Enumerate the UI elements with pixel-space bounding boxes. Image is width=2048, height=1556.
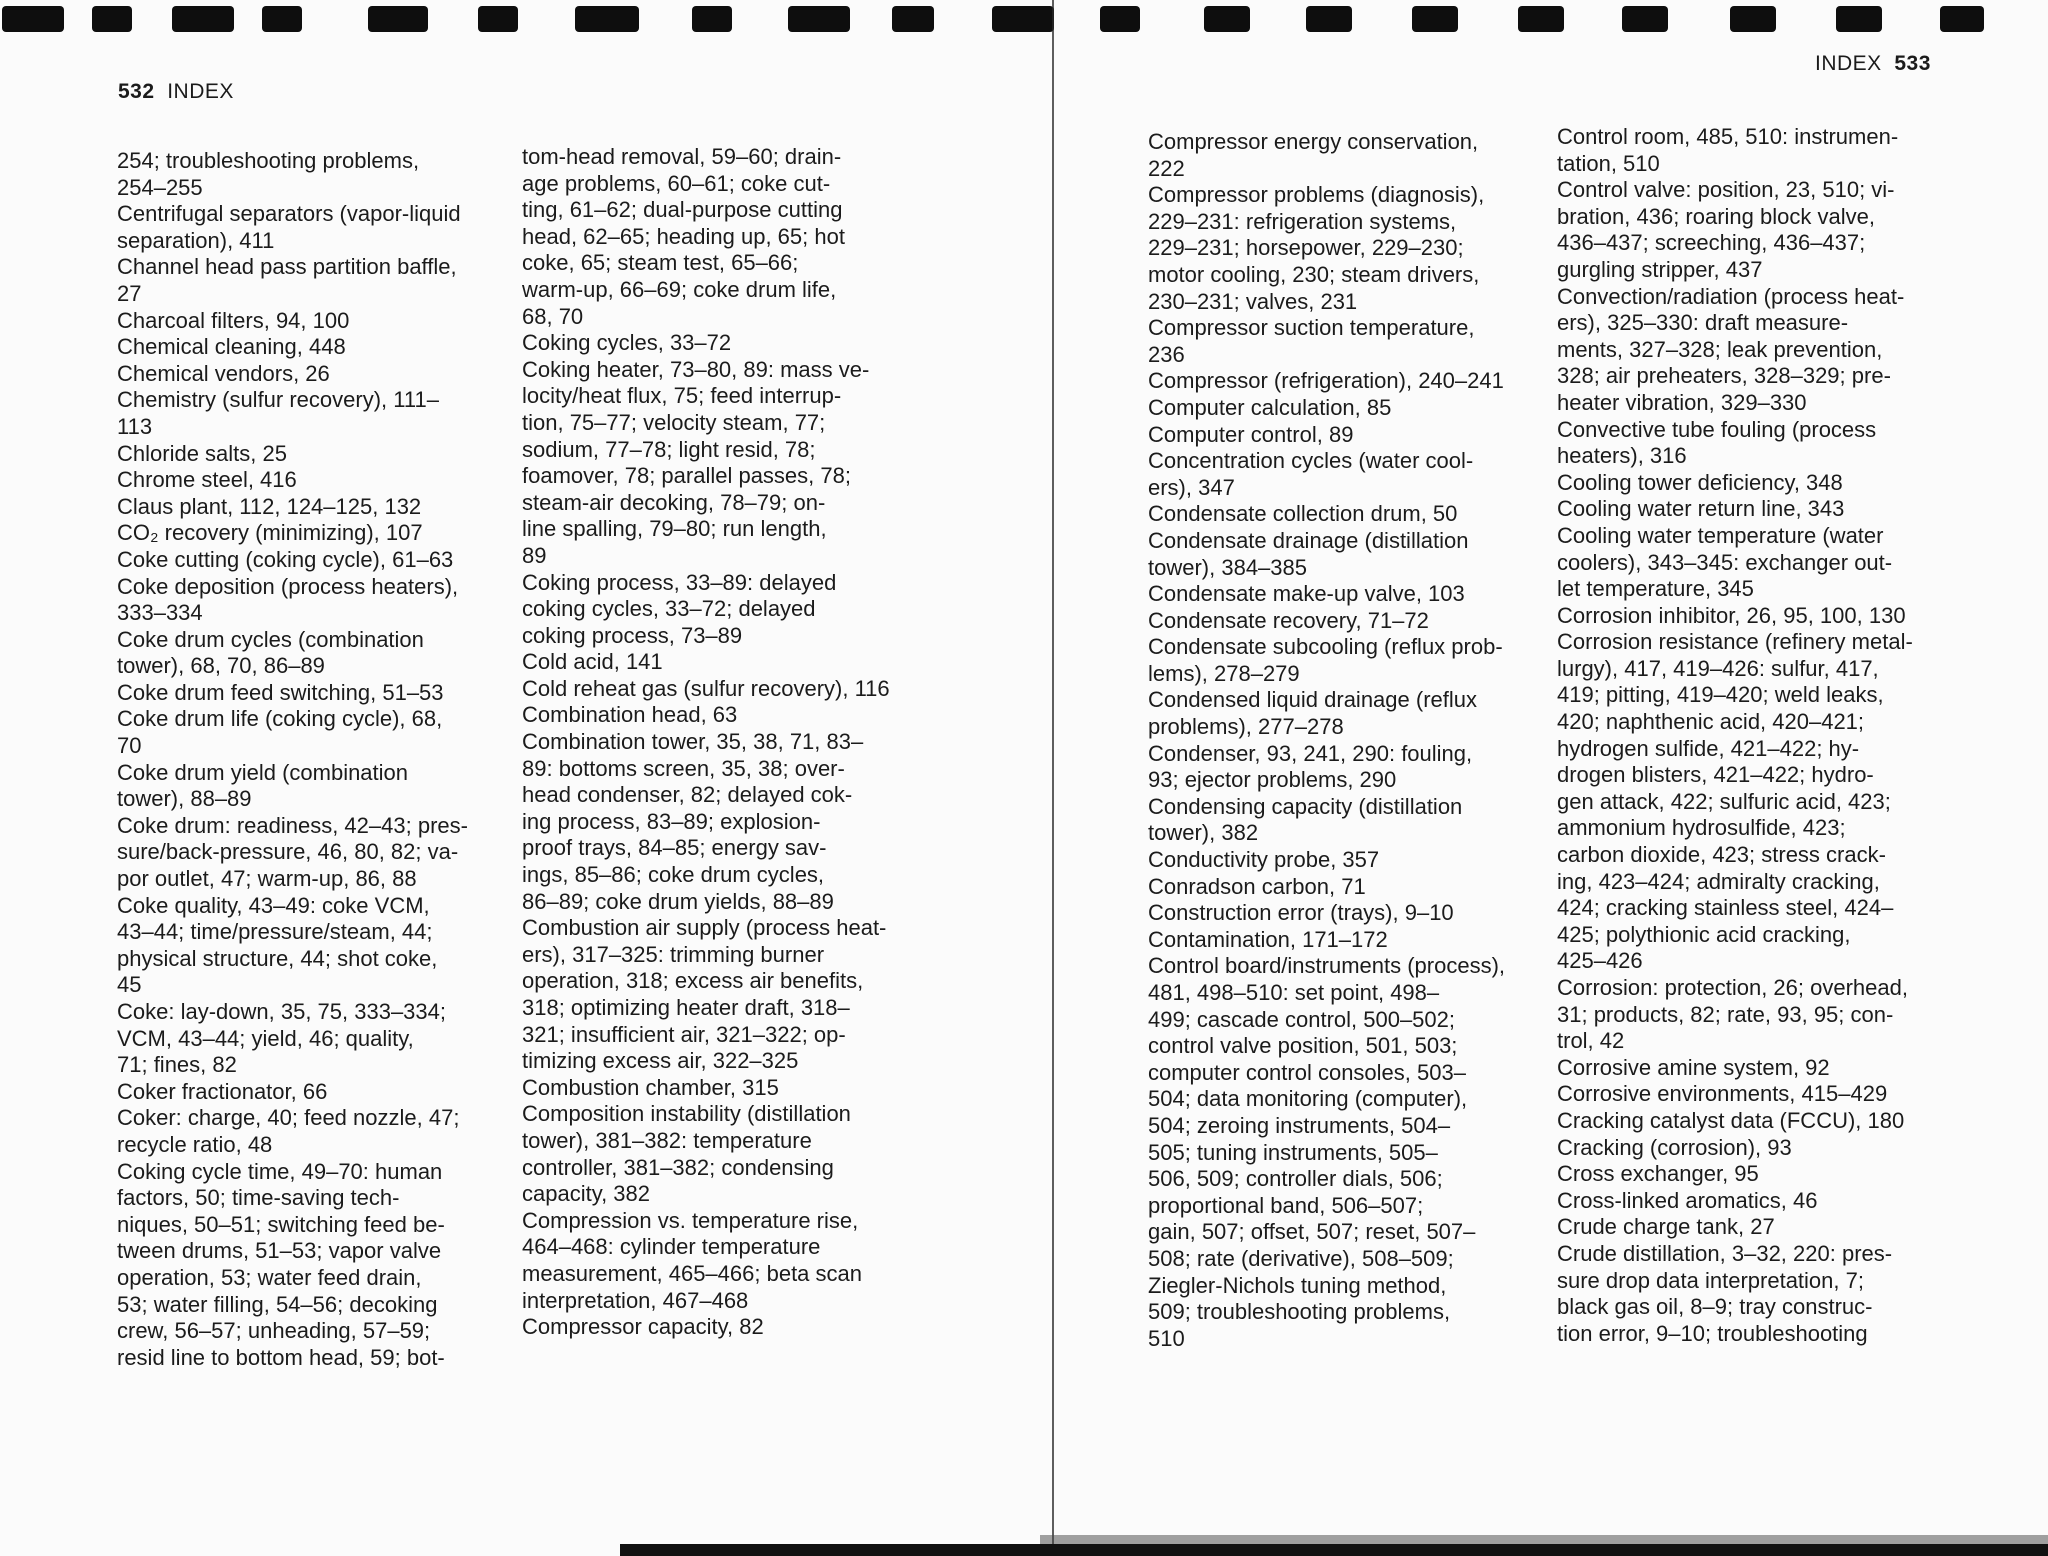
index-entry-line: Compressor capacity, 82 bbox=[522, 1314, 764, 1340]
index-entry bbox=[1148, 927, 1505, 954]
index-entry-line: 254–255 bbox=[117, 174, 203, 200]
left-page-header bbox=[118, 80, 234, 104]
index-entry-line: Chemical vendors, 26 bbox=[117, 360, 330, 386]
index-entry-line: Combustion chamber, 315 bbox=[522, 1074, 779, 1100]
index-entry-line: physical structure, 44; shot coke, bbox=[117, 945, 438, 971]
index-entry-line: 70 bbox=[117, 733, 142, 759]
index-entry bbox=[117, 467, 468, 494]
left-page-header-title: INDEX bbox=[167, 80, 234, 103]
index-entry-line: ammonium hydrosulfide, 423; bbox=[1557, 815, 1846, 841]
index-entry-line: Cross exchanger, 95 bbox=[1557, 1161, 1759, 1187]
index-entry-line: foamover, 78; parallel passes, 78; bbox=[522, 463, 851, 489]
index-entry bbox=[522, 1075, 890, 1102]
index-entry-line: Cooling water return line, 343 bbox=[1557, 496, 1845, 522]
index-entry-line: Compressor problems (diagnosis), bbox=[1148, 182, 1485, 208]
index-entry-line: motor cooling, 230; steam drivers, bbox=[1148, 261, 1480, 287]
index-entry bbox=[117, 148, 468, 201]
index-entry bbox=[1557, 1081, 1913, 1108]
index-entry-line: tom-head removal, 59–60; drain- bbox=[522, 144, 842, 169]
index-entry-line: Cracking (corrosion), 93 bbox=[1557, 1134, 1792, 1160]
index-entry-line: 424; cracking stainless steel, 424– bbox=[1557, 895, 1894, 921]
index-entry bbox=[522, 330, 890, 357]
index-entry bbox=[117, 520, 468, 547]
index-entry-line: 318; optimizing heater draft, 318– bbox=[522, 995, 850, 1020]
index-entry-line: Channel head pass partition baffle, bbox=[117, 254, 457, 280]
index-entry-line: 425; polythionic acid cracking, bbox=[1557, 921, 1851, 947]
index-entry-line: Compression vs. temperature rise, bbox=[522, 1207, 859, 1233]
right-page-number: 533 bbox=[1894, 52, 1931, 75]
index-entry-line: 333–334 bbox=[117, 600, 203, 626]
index-entry-line: proportional band, 506–507; bbox=[1148, 1192, 1424, 1218]
index-entry-line: 436–437; screeching, 436–437; bbox=[1557, 230, 1866, 256]
index-entry-line: 93; ejector problems, 290 bbox=[1148, 767, 1397, 793]
index-entry-line: Condensed liquid drainage (reflux bbox=[1148, 687, 1477, 713]
index-entry-line: 71; fines, 82 bbox=[117, 1052, 237, 1078]
index-entry bbox=[1148, 182, 1505, 315]
index-entry bbox=[1557, 1135, 1913, 1162]
index-entry-line: Conradson carbon, 71 bbox=[1148, 873, 1366, 899]
index-entry-line: sure/back-pressure, 46, 80, 82; va- bbox=[117, 839, 459, 865]
index-entry-line: Corrosive amine system, 92 bbox=[1557, 1054, 1830, 1080]
index-entry-line: Condenser, 93, 241, 290: fouling, bbox=[1148, 740, 1473, 766]
index-entry bbox=[1557, 1055, 1913, 1082]
index-entry-line: black gas oil, 8–9; tray construc- bbox=[1557, 1294, 1873, 1320]
index-entry-line: 420; naphthenic acid, 420–421; bbox=[1557, 709, 1865, 735]
index-entry bbox=[117, 201, 468, 254]
index-entry-line: Control board/instruments (process), bbox=[1148, 953, 1506, 979]
index-entry-line: hydrogen sulfide, 421–422; hy- bbox=[1557, 735, 1860, 761]
index-entry-line: operation, 318; excess air benefits, bbox=[522, 968, 864, 994]
index-entry bbox=[117, 680, 468, 707]
index-entry-line: Cooling tower deficiency, 348 bbox=[1557, 469, 1843, 495]
left-page-number: 532 bbox=[118, 80, 155, 103]
index-entry bbox=[117, 1105, 468, 1158]
index-entry-line: Chemical cleaning, 448 bbox=[117, 334, 346, 360]
index-entry bbox=[522, 1208, 890, 1314]
index-entry-line: Coking cycle time, 49–70: human bbox=[117, 1158, 443, 1184]
index-entry bbox=[1148, 501, 1505, 528]
index-entry-line: problems), 277–278 bbox=[1148, 714, 1344, 740]
index-entry-line: tween drums, 51–53; vapor valve bbox=[117, 1238, 442, 1264]
index-entry-line: interpretation, 467–468 bbox=[522, 1287, 749, 1313]
index-entry-line: crew, 56–57; unheading, 57–59; bbox=[117, 1318, 431, 1344]
index-entry-line: 236 bbox=[1148, 341, 1185, 367]
index-entry-line: Coker fractionator, 66 bbox=[117, 1078, 328, 1104]
index-entry-line: Convective tube fouling (process bbox=[1557, 416, 1877, 442]
index-entry bbox=[1148, 368, 1505, 395]
index-entry-line: Condensate drainage (distillation bbox=[1148, 527, 1469, 553]
index-entry-line: Chemistry (sulfur recovery), 111– bbox=[117, 387, 439, 413]
index-entry bbox=[117, 813, 468, 893]
index-entry bbox=[522, 1314, 890, 1341]
index-entry bbox=[1557, 975, 1913, 1055]
index-entry-line: sure drop data interpretation, 7; bbox=[1557, 1267, 1864, 1293]
index-entry bbox=[117, 387, 468, 440]
index-entry bbox=[1148, 581, 1505, 608]
index-entry bbox=[117, 1079, 468, 1106]
index-entry-line: Coke drum life (coking cycle), 68, bbox=[117, 706, 443, 732]
index-entry-line: Corrosion inhibitor, 26, 95, 100, 130 bbox=[1557, 602, 1906, 628]
index-entry bbox=[522, 357, 890, 570]
index-entry-line: 321; insufficient air, 321–322; op- bbox=[522, 1021, 846, 1047]
index-entry bbox=[117, 893, 468, 999]
index-entry-line: 89: bottoms screen, 35, 38; over- bbox=[522, 755, 845, 781]
index-entry-line: timizing excess air, 322–325 bbox=[522, 1048, 799, 1074]
index-entry bbox=[522, 144, 890, 330]
index-entry-line: Condensate recovery, 71–72 bbox=[1148, 607, 1429, 633]
index-entry bbox=[117, 308, 468, 335]
index-entry-line: Compressor suction temperature, bbox=[1148, 315, 1475, 341]
index-entry bbox=[1557, 417, 1913, 470]
index-entry-line: ing process, 83–89; explosion- bbox=[522, 808, 821, 834]
index-entry bbox=[1557, 177, 1913, 283]
page-gutter bbox=[1052, 0, 1054, 1556]
index-entry-line: Chloride salts, 25 bbox=[117, 440, 287, 466]
index-entry-line: steam-air decoking, 78–79; on- bbox=[522, 489, 826, 515]
index-entry-line: 222 bbox=[1148, 155, 1185, 181]
index-entry bbox=[117, 334, 468, 361]
index-entry bbox=[1557, 629, 1913, 975]
index-entry bbox=[1148, 448, 1505, 501]
index-entry-line: Combustion air supply (process heat- bbox=[522, 915, 887, 941]
index-entry-line: Coke cutting (coking cycle), 61–63 bbox=[117, 546, 454, 572]
index-entry-line: 89 bbox=[522, 542, 547, 568]
index-entry-line: Charcoal filters, 94, 100 bbox=[117, 307, 350, 333]
index-entry-line: 328; air preheaters, 328–329; pre- bbox=[1557, 363, 1891, 389]
index-entry-line: heater vibration, 329–330 bbox=[1557, 389, 1807, 415]
index-entry-line: ers), 317–325: trimming burner bbox=[522, 941, 825, 967]
index-entry-line: 229–231: refrigeration systems, bbox=[1148, 208, 1457, 234]
index-entry-line: let temperature, 345 bbox=[1557, 576, 1754, 602]
index-entry-line: Corrosive environments, 415–429 bbox=[1557, 1081, 1888, 1107]
index-entry-line: coking process, 73–89 bbox=[522, 622, 743, 648]
index-entry-line: 506, 509; controller dials, 506; bbox=[1148, 1166, 1443, 1192]
index-entry bbox=[1148, 900, 1505, 927]
index-entry bbox=[117, 254, 468, 307]
index-entry-line: CO₂ recovery (minimizing), 107 bbox=[117, 520, 423, 546]
index-column-3 bbox=[1148, 129, 1505, 1352]
index-entry-line: drogen blisters, 421–422; hydro- bbox=[1557, 762, 1874, 788]
index-entry-line: measurement, 465–466; beta scan bbox=[522, 1260, 863, 1286]
index-entry-line: Chrome steel, 416 bbox=[117, 467, 297, 493]
index-entry-line: coolers), 343–345: exchanger out- bbox=[1557, 549, 1893, 575]
index-entry-line: 508; rate (derivative), 508–509; bbox=[1148, 1245, 1454, 1271]
index-entry-line: Cracking catalyst data (FCCU), 180 bbox=[1557, 1107, 1905, 1133]
index-entry-line: Coke quality, 43–49: coke VCM, bbox=[117, 892, 430, 918]
index-entry-line: 43–44; time/pressure/steam, 44; bbox=[117, 919, 433, 945]
index-entry bbox=[1148, 794, 1505, 847]
index-entry-line: coking cycles, 33–72; delayed bbox=[522, 596, 816, 622]
index-entry bbox=[522, 649, 890, 676]
index-entry bbox=[1148, 395, 1505, 422]
index-entry-line: ting, 61–62; dual-purpose cutting bbox=[522, 197, 843, 223]
index-entry-line: factors, 50; time-saving tech- bbox=[117, 1185, 400, 1211]
index-entry bbox=[1557, 1188, 1913, 1215]
index-entry-line: 509; troubleshooting problems, bbox=[1148, 1299, 1451, 1325]
index-entry bbox=[117, 999, 468, 1079]
index-entry-line: Coking process, 33–89: delayed bbox=[522, 569, 837, 595]
index-entry bbox=[1557, 284, 1913, 417]
index-entry-line: Coke drum cycles (combination bbox=[117, 626, 424, 652]
index-entry-line: Control room, 485, 510: instrumen- bbox=[1557, 124, 1899, 149]
index-entry bbox=[117, 706, 468, 759]
index-entry-line: Condensate make-up valve, 103 bbox=[1148, 581, 1465, 607]
index-entry-line: capacity, 382 bbox=[522, 1181, 651, 1207]
index-entry-line: Crude charge tank, 27 bbox=[1557, 1214, 1775, 1240]
index-entry-line: Concentration cycles (water cool- bbox=[1148, 448, 1474, 474]
index-entry bbox=[1557, 523, 1913, 603]
index-entry-line: lems), 278–279 bbox=[1148, 660, 1300, 686]
index-entry-line: 229–231; horsepower, 229–230; bbox=[1148, 235, 1464, 261]
index-entry-line: trol, 42 bbox=[1557, 1028, 1625, 1054]
index-entry-line: Coking cycles, 33–72 bbox=[522, 330, 732, 356]
index-entry-line: Convection/radiation (process heat- bbox=[1557, 283, 1905, 309]
index-entry-line: controller, 381–382; condensing bbox=[522, 1154, 834, 1180]
index-entry-line: gurgling stripper, 437 bbox=[1557, 256, 1763, 282]
index-entry-line: Condensate subcooling (reflux prob- bbox=[1148, 634, 1503, 660]
index-entry-line: 464–468: cylinder temperature bbox=[522, 1234, 821, 1260]
index-entry-line: Cold acid, 141 bbox=[522, 649, 663, 675]
index-entry-line: Compressor (refrigeration), 240–241 bbox=[1148, 368, 1504, 394]
index-entry-line: line spalling, 79–80; run length, bbox=[522, 516, 827, 542]
index-entry-line: ings, 85–86; coke drum cycles, bbox=[522, 862, 825, 888]
index-entry-line: Coke: lay-down, 35, 75, 333–334; bbox=[117, 999, 447, 1024]
index-entry-line: Coking heater, 73–80, 89: mass ve- bbox=[522, 356, 870, 382]
index-entry-line: 86–89; coke drum yields, 88–89 bbox=[522, 888, 834, 914]
index-entry bbox=[522, 676, 890, 703]
index-entry bbox=[117, 627, 468, 680]
index-entry-line: bration, 436; roaring block valve, bbox=[1557, 203, 1875, 229]
index-entry bbox=[522, 702, 890, 729]
index-entry-line: Combination head, 63 bbox=[522, 702, 738, 728]
index-entry-line: Cold reheat gas (sulfur recovery), 116 bbox=[522, 675, 890, 701]
index-entry-line: Composition instability (distillation bbox=[522, 1101, 851, 1127]
index-entry bbox=[117, 760, 468, 813]
index-entry bbox=[522, 570, 890, 650]
index-column-1 bbox=[117, 148, 468, 1371]
index-entry-line: tion, 75–77; velocity steam, 77; bbox=[522, 409, 826, 435]
index-entry-line: Condensing capacity (distillation bbox=[1148, 793, 1463, 819]
index-entry-line: tower), 384–385 bbox=[1148, 554, 1307, 580]
index-entry-line: carbon dioxide, 423; stress crack- bbox=[1557, 842, 1886, 868]
index-entry bbox=[117, 574, 468, 627]
index-column-4 bbox=[1557, 124, 1913, 1347]
index-entry-line: Corrosion resistance (refinery metal- bbox=[1557, 629, 1913, 655]
index-entry-line: 113 bbox=[117, 413, 153, 439]
index-entry bbox=[1557, 470, 1913, 497]
index-entry-line: Contamination, 171–172 bbox=[1148, 926, 1388, 952]
index-entry-line: 504; zeroing instruments, 504– bbox=[1148, 1112, 1451, 1138]
index-entry-line: tower), 68, 70, 86–89 bbox=[117, 653, 325, 679]
index-entry bbox=[1557, 1161, 1913, 1188]
index-entry-line: 499; cascade control, 500–502; bbox=[1148, 1006, 1456, 1032]
index-entry-line: Construction error (trays), 9–10 bbox=[1148, 900, 1454, 926]
index-entry-line: Coker: charge, 40; feed nozzle, 47; bbox=[117, 1105, 460, 1131]
index-entry-line: por outlet, 47; warm-up, 86, 88 bbox=[117, 866, 417, 892]
index-entry-line: Compressor energy conservation, bbox=[1148, 129, 1479, 154]
index-entry bbox=[1557, 496, 1913, 523]
index-entry-line: Cooling water temperature (water bbox=[1557, 522, 1884, 548]
index-entry-line: resid line to bottom head, 59; bot- bbox=[117, 1344, 445, 1370]
index-entry-line: tower), 382 bbox=[1148, 820, 1259, 846]
index-entry bbox=[1148, 315, 1505, 368]
index-entry-line: 510 bbox=[1148, 1325, 1185, 1351]
scan-edge bbox=[620, 1544, 2048, 1556]
index-entry-line: ments, 327–328; leak prevention, bbox=[1557, 336, 1883, 362]
index-entry bbox=[117, 361, 468, 388]
index-entry-line: tation, 510 bbox=[1557, 150, 1660, 176]
index-entry-line: Combination tower, 35, 38, 71, 83– bbox=[522, 729, 864, 755]
right-page-header bbox=[1815, 52, 1931, 76]
index-entry-line: 504; data monitoring (computer), bbox=[1148, 1086, 1468, 1112]
index-entry-line: 425–426 bbox=[1557, 948, 1643, 974]
index-entry-line: niques, 50–51; switching feed be- bbox=[117, 1211, 445, 1237]
index-entry-line: ing, 423–424; admiralty cracking, bbox=[1557, 868, 1880, 894]
index-entry-line: computer control consoles, 503– bbox=[1148, 1059, 1466, 1085]
index-entry-line: 31; products, 82; rate, 93, 95; con- bbox=[1557, 1001, 1894, 1027]
index-entry-line: 481, 498–510: set point, 498– bbox=[1148, 980, 1440, 1005]
index-entry bbox=[1148, 608, 1505, 635]
index-entry-line: lurgy), 417, 419–426: sulfur, 417, bbox=[1557, 655, 1879, 681]
index-entry-line: Condensate collection drum, 50 bbox=[1148, 501, 1458, 527]
index-entry bbox=[1557, 1241, 1913, 1347]
index-entry-line: ers), 325–330: draft measure- bbox=[1557, 310, 1849, 336]
index-entry-line: gain, 507; offset, 507; reset, 507– bbox=[1148, 1219, 1476, 1245]
index-entry-line: 27 bbox=[117, 280, 142, 306]
index-entry-line: Centrifugal separators (vapor-liquid bbox=[117, 201, 461, 227]
index-entry bbox=[522, 729, 890, 915]
index-entry bbox=[117, 547, 468, 574]
index-entry bbox=[1148, 422, 1505, 449]
index-entry-line: 68, 70 bbox=[522, 303, 584, 329]
index-entry-line: VCM, 43–44; yield, 46; quality, bbox=[117, 1025, 414, 1051]
index-entry-line: Conductivity probe, 357 bbox=[1148, 847, 1380, 873]
index-entry bbox=[1148, 847, 1505, 874]
index-entry-line: 505; tuning instruments, 505– bbox=[1148, 1139, 1438, 1165]
index-entry bbox=[117, 441, 468, 468]
index-entry-line: operation, 53; water feed drain, bbox=[117, 1264, 422, 1290]
index-entry-line: Cross-linked aromatics, 46 bbox=[1557, 1187, 1818, 1213]
index-entry-line: coke, 65; steam test, 65–66; bbox=[522, 250, 799, 276]
index-entry-line: Control valve: position, 23, 510; vi- bbox=[1557, 177, 1895, 203]
index-entry-line: age problems, 60–61; coke cut- bbox=[522, 170, 831, 196]
index-entry bbox=[1557, 1108, 1913, 1135]
index-entry bbox=[1557, 1214, 1913, 1241]
index-entry bbox=[117, 494, 468, 521]
index-entry-line: recycle ratio, 48 bbox=[117, 1131, 273, 1157]
index-entry bbox=[1148, 129, 1505, 182]
index-entry-line: Coke drum: readiness, 42–43; pres- bbox=[117, 812, 468, 838]
index-entry-line: locity/heat flux, 75; feed interrup- bbox=[522, 383, 842, 409]
index-entry-line: separation), 411 bbox=[117, 227, 275, 253]
binder-punch-holes bbox=[0, 0, 2048, 40]
index-column-2 bbox=[522, 144, 890, 1341]
index-entry-line: warm-up, 66–69; coke drum life, bbox=[522, 276, 837, 302]
index-entry bbox=[1148, 741, 1505, 794]
index-entry-line: Coke drum yield (combination bbox=[117, 759, 409, 785]
index-entry-line: tower), 381–382: temperature bbox=[522, 1127, 812, 1153]
index-entry-line: tion error, 9–10; troubleshooting bbox=[1557, 1320, 1868, 1346]
index-entry bbox=[1557, 124, 1913, 177]
index-entry-line: Coke deposition (process heaters), bbox=[117, 573, 459, 599]
index-entry-line: 254; troubleshooting problems, bbox=[117, 148, 420, 173]
index-entry bbox=[1148, 953, 1505, 1352]
index-entry-line: sodium, 77–78; light resid, 78; bbox=[522, 436, 816, 462]
index-entry bbox=[1148, 874, 1505, 901]
index-entry-line: Crude distillation, 3–32, 220: pres- bbox=[1557, 1240, 1893, 1266]
index-entry-line: 419; pitting, 419–420; weld leaks, bbox=[1557, 682, 1884, 708]
index-entry-line: 53; water filling, 54–56; decoking bbox=[117, 1291, 438, 1317]
index-entry-line: Corrosion: protection, 26; overhead, bbox=[1557, 975, 1908, 1000]
index-entry-line: Computer control, 89 bbox=[1148, 421, 1354, 447]
right-page-header-title: INDEX bbox=[1815, 52, 1882, 75]
index-entry-line: head condenser, 82; delayed cok- bbox=[522, 782, 853, 808]
index-entry bbox=[522, 915, 890, 1075]
index-entry-line: gen attack, 422; sulfuric acid, 423; bbox=[1557, 788, 1891, 814]
index-entry-line: 45 bbox=[117, 972, 142, 998]
index-entry-line: proof trays, 84–85; energy sav- bbox=[522, 835, 827, 861]
index-entry bbox=[1557, 603, 1913, 630]
index-entry-line: Computer calculation, 85 bbox=[1148, 394, 1392, 420]
index-entry bbox=[1148, 687, 1505, 740]
index-entry-line: Coke drum feed switching, 51–53 bbox=[117, 679, 444, 705]
index-entry bbox=[1148, 634, 1505, 687]
index-entry-line: 230–231; valves, 231 bbox=[1148, 288, 1358, 314]
index-entry-line: Ziegler-Nichols tuning method, bbox=[1148, 1272, 1447, 1298]
index-entry bbox=[522, 1101, 890, 1207]
index-entry-line: head, 62–65; heading up, 65; hot bbox=[522, 223, 845, 249]
index-entry-line: tower), 88–89 bbox=[117, 786, 252, 812]
index-entry bbox=[117, 1159, 468, 1372]
index-entry-line: control valve position, 501, 503; bbox=[1148, 1033, 1458, 1059]
index-entry bbox=[1148, 528, 1505, 581]
index-entry-line: ers), 347 bbox=[1148, 474, 1235, 500]
index-entry-line: heaters), 316 bbox=[1557, 443, 1687, 469]
index-entry-line: Claus plant, 112, 124–125, 132 bbox=[117, 493, 422, 519]
